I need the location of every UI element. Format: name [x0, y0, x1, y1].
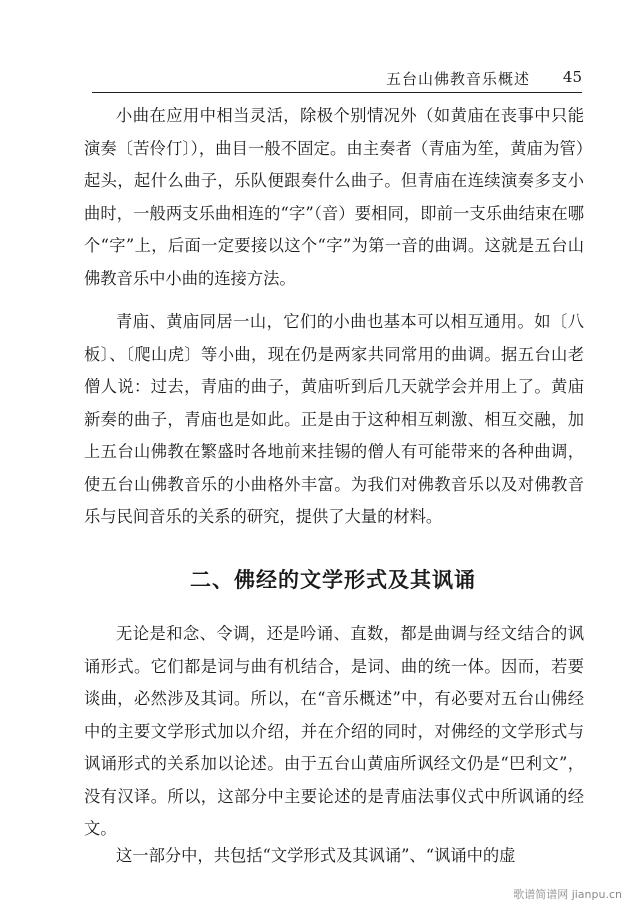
watermark: 歌谱简谱网 jianpu.cn	[513, 888, 622, 901]
header-title: 五台山佛教音乐概述	[385, 70, 530, 88]
page-number: 45	[562, 68, 582, 86]
section-heading: 二、佛经的文学形式及其讽诵	[190, 568, 476, 592]
paragraph: 这一部分中，共包括“文学形式及其讽诵”、“讽诵中的虚	[116, 846, 516, 865]
header-rule	[92, 92, 582, 93]
paragraph: 小曲在应用中相当灵活，除极个别情况外（如黄庙在丧事中只能演奏〔苦伶仃〕），曲目一般不固定。由主奏者（青庙为笙，黄庙为管）起头，起什么曲子，乐队便跟奏什么曲子。但青庙在连续演奏多支小曲时，一般两支乐曲相连的“字”（音）要相同，即前一支乐曲结束在哪个“字”上，后面一定要接以这个“字”为第一音的曲调。这就是五台山佛教音乐中小曲的连接方法。	[84, 106, 584, 288]
paragraph: 无论是和念、令调，还是吟诵、直数，都是曲调与经文结合的讽诵形式。它们都是词与曲有机结合，是词、曲的统一体。因而，若要谈曲，必然涉及其词。所以，在“音乐概述”中，有必要对五台山佛经中的主要文学形式加以介绍，并在介绍的同时，对佛经的文学形式与讽诵形式的关系加以论述。由于五台山黄庙所讽经文仍是“巴利文”，没有汉译。所以，这部分中主要论述的是青庙法事仪式中所讽诵的经文。	[84, 624, 584, 838]
paragraph: 青庙、黄庙同居一山，它们的小曲也基本可以相互通用。如〔八板〕、〔爬山虎〕等小曲，现在仍是两家共同常用的曲调。据五台山老僧人说：过去，青庙的曲子，黄庙听到后几天就学会并用上了。黄庙新奏的曲子，青庙也是如此。正是由于这种相互刺激、相互交融，加上五台山佛教在繁盛时各地前来挂锡的僧人有可能带来的各种曲调，使五台山佛教音乐的小曲格外丰富。为我们对佛教音乐以及对佛教音乐与民间音乐的关系的研究，提供了大量的材料。	[84, 312, 584, 526]
running-header	[92, 60, 582, 96]
